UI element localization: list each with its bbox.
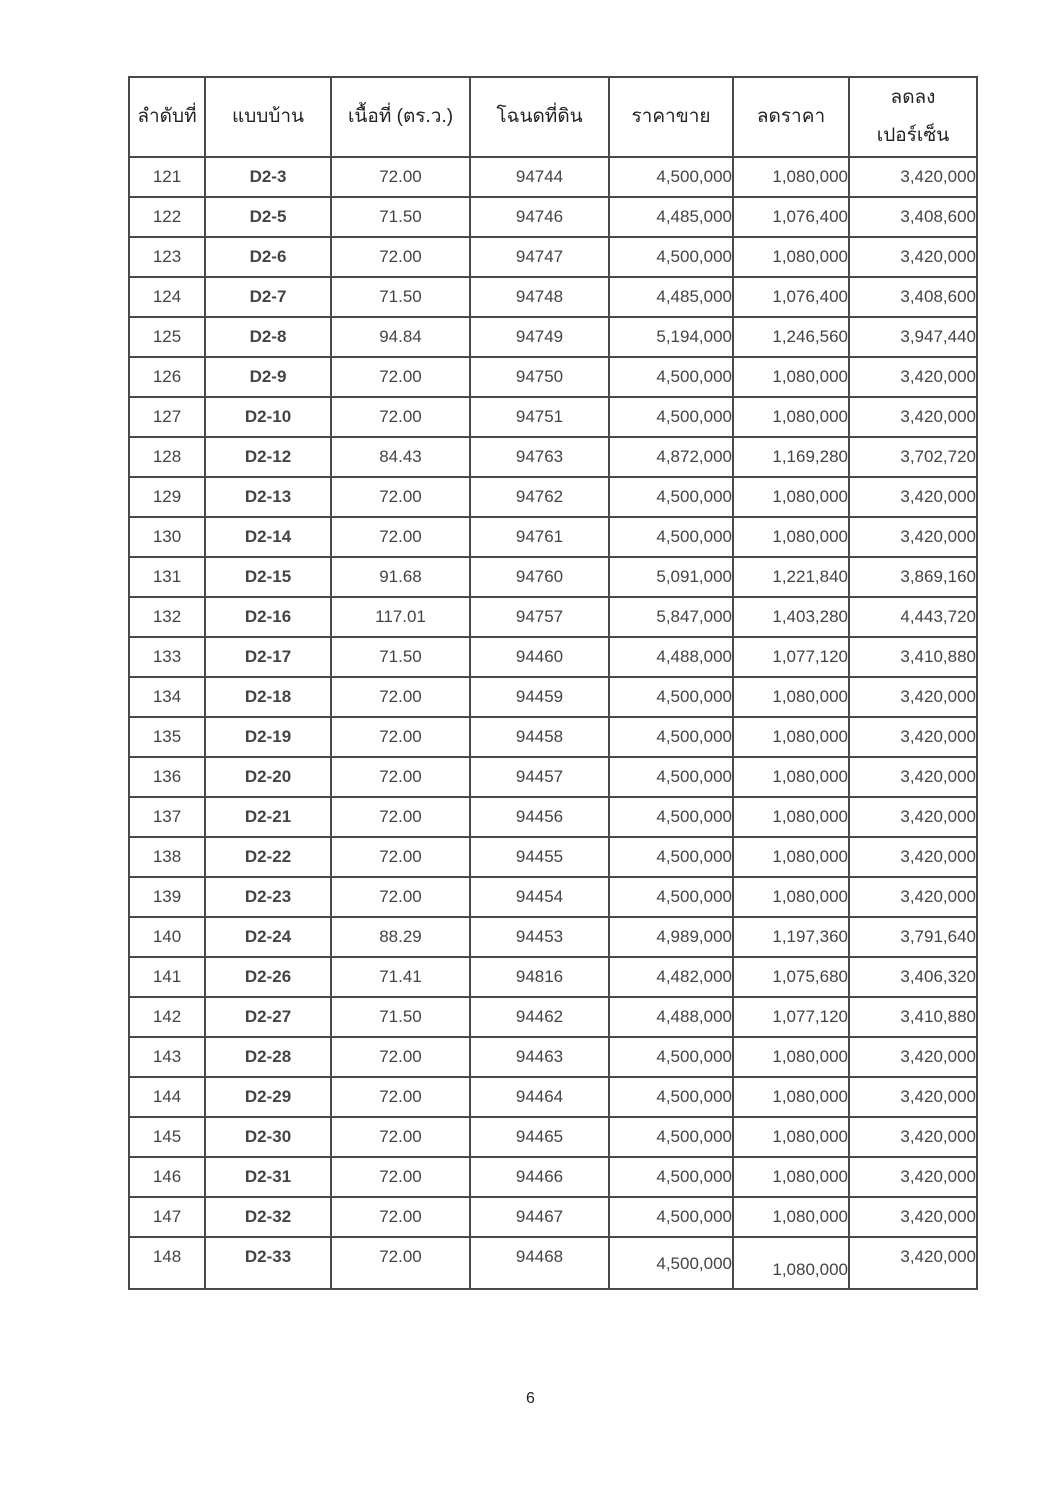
table-row xyxy=(129,237,977,277)
cell-house-model: D2-30 xyxy=(205,1117,331,1157)
cell-title-deed: 94463 xyxy=(470,1037,609,1077)
cell-reduced-price: 3,410,880 xyxy=(849,997,977,1037)
cell-discount: 1,080,000 xyxy=(733,477,849,517)
cell-discount: 1,080,000 xyxy=(733,1157,849,1197)
header-index: ลำดับที่ xyxy=(129,77,205,157)
cell-reduced-price: 3,791,640 xyxy=(849,917,977,957)
cell-discount: 1,169,280 xyxy=(733,437,849,477)
cell-index: 133 xyxy=(129,637,205,677)
cell-discount: 1,080,000 xyxy=(733,1237,849,1289)
cell-reduced-price: 3,420,000 xyxy=(849,1197,977,1237)
cell-sale-price: 4,500,000 xyxy=(609,517,733,557)
cell-reduced-price: 3,420,000 xyxy=(849,1157,977,1197)
cell-title-deed: 94455 xyxy=(470,837,609,877)
cell-index: 129 xyxy=(129,477,205,517)
cell-title-deed: 94757 xyxy=(470,597,609,637)
cell-sale-price: 4,500,000 xyxy=(609,357,733,397)
cell-area: 72.00 xyxy=(331,1237,470,1289)
header-house-model: แบบบ้าน xyxy=(205,77,331,157)
cell-sale-price: 4,500,000 xyxy=(609,757,733,797)
cell-area: 72.00 xyxy=(331,477,470,517)
cell-discount: 1,080,000 xyxy=(733,157,849,197)
cell-index: 144 xyxy=(129,1077,205,1117)
cell-discount: 1,080,000 xyxy=(733,797,849,837)
header-discount: ลดราคา xyxy=(733,77,849,157)
cell-house-model: D2-5 xyxy=(205,197,331,237)
cell-discount: 1,080,000 xyxy=(733,837,849,877)
cell-house-model: D2-17 xyxy=(205,637,331,677)
cell-sale-price: 4,500,000 xyxy=(609,1077,733,1117)
cell-sale-price: 4,872,000 xyxy=(609,437,733,477)
cell-sale-price: 4,500,000 xyxy=(609,677,733,717)
cell-index: 148 xyxy=(129,1237,205,1289)
header-area: เนื้อที่ (ตร.ว.) xyxy=(331,77,470,157)
cell-title-deed: 94750 xyxy=(470,357,609,397)
table-row xyxy=(129,477,977,517)
cell-discount: 1,080,000 xyxy=(733,877,849,917)
cell-area: 72.00 xyxy=(331,397,470,437)
cell-sale-price: 4,500,000 xyxy=(609,797,733,837)
table-row xyxy=(129,197,977,237)
header-reduced-line2: เปอร์เซ็น xyxy=(876,125,950,146)
cell-house-model: D2-13 xyxy=(205,477,331,517)
cell-house-model: D2-8 xyxy=(205,317,331,357)
cell-reduced-price: 3,947,440 xyxy=(849,317,977,357)
cell-title-deed: 94460 xyxy=(470,637,609,677)
cell-index: 137 xyxy=(129,797,205,837)
cell-house-model: D2-22 xyxy=(205,837,331,877)
cell-sale-price: 4,989,000 xyxy=(609,917,733,957)
cell-index: 124 xyxy=(129,277,205,317)
table-row xyxy=(129,917,977,957)
cell-discount: 1,076,400 xyxy=(733,277,849,317)
cell-reduced-price: 3,408,600 xyxy=(849,277,977,317)
cell-reduced-price: 3,420,000 xyxy=(849,237,977,277)
cell-reduced-price: 3,420,000 xyxy=(849,477,977,517)
cell-index: 143 xyxy=(129,1037,205,1077)
cell-title-deed: 94816 xyxy=(470,957,609,997)
cell-reduced-price: 3,420,000 xyxy=(849,517,977,557)
cell-area: 88.29 xyxy=(331,917,470,957)
header-reduced-line1: ลดลง xyxy=(890,87,936,108)
cell-area: 72.00 xyxy=(331,237,470,277)
cell-reduced-price: 3,420,000 xyxy=(849,717,977,757)
cell-discount: 1,246,560 xyxy=(733,317,849,357)
cell-title-deed: 94464 xyxy=(470,1077,609,1117)
cell-sale-price: 4,488,000 xyxy=(609,637,733,677)
cell-index: 135 xyxy=(129,717,205,757)
cell-reduced-price: 3,420,000 xyxy=(849,877,977,917)
cell-sale-price: 4,500,000 xyxy=(609,717,733,757)
cell-house-model: D2-29 xyxy=(205,1077,331,1117)
cell-title-deed: 94761 xyxy=(470,517,609,557)
cell-discount: 1,080,000 xyxy=(733,1117,849,1157)
cell-discount: 1,080,000 xyxy=(733,357,849,397)
cell-sale-price: 4,500,000 xyxy=(609,837,733,877)
cell-index: 138 xyxy=(129,837,205,877)
cell-house-model: D2-7 xyxy=(205,277,331,317)
cell-area: 72.00 xyxy=(331,717,470,757)
header-reduced-percent xyxy=(849,77,977,157)
cell-area: 72.00 xyxy=(331,1037,470,1077)
cell-index: 142 xyxy=(129,997,205,1037)
table-row xyxy=(129,637,977,677)
cell-house-model: D2-14 xyxy=(205,517,331,557)
cell-index: 147 xyxy=(129,1197,205,1237)
cell-index: 139 xyxy=(129,877,205,917)
cell-reduced-price: 3,410,880 xyxy=(849,637,977,677)
cell-title-deed: 94465 xyxy=(470,1117,609,1157)
table-row xyxy=(129,1197,977,1237)
cell-sale-price: 4,482,000 xyxy=(609,957,733,997)
cell-reduced-price: 3,420,000 xyxy=(849,677,977,717)
cell-title-deed: 94453 xyxy=(470,917,609,957)
cell-title-deed: 94749 xyxy=(470,317,609,357)
table-row xyxy=(129,277,977,317)
cell-title-deed: 94457 xyxy=(470,757,609,797)
cell-index: 140 xyxy=(129,917,205,957)
cell-discount: 1,080,000 xyxy=(733,1037,849,1077)
table-row xyxy=(129,437,977,477)
cell-reduced-price: 3,420,000 xyxy=(849,397,977,437)
table-row xyxy=(129,797,977,837)
cell-area: 72.00 xyxy=(331,757,470,797)
table-row xyxy=(129,397,977,437)
cell-discount: 1,080,000 xyxy=(733,517,849,557)
cell-reduced-price: 3,702,720 xyxy=(849,437,977,477)
cell-sale-price: 4,500,000 xyxy=(609,1037,733,1077)
cell-index: 121 xyxy=(129,157,205,197)
cell-discount: 1,075,680 xyxy=(733,957,849,997)
cell-area: 91.68 xyxy=(331,557,470,597)
cell-reduced-price: 3,420,000 xyxy=(849,357,977,397)
cell-title-deed: 94462 xyxy=(470,997,609,1037)
cell-house-model: D2-26 xyxy=(205,957,331,997)
cell-title-deed: 94456 xyxy=(470,797,609,837)
cell-area: 84.43 xyxy=(331,437,470,477)
table-row xyxy=(129,757,977,797)
cell-house-model: D2-15 xyxy=(205,557,331,597)
cell-title-deed: 94747 xyxy=(470,237,609,277)
cell-discount: 1,403,280 xyxy=(733,597,849,637)
cell-house-model: D2-12 xyxy=(205,437,331,477)
cell-index: 125 xyxy=(129,317,205,357)
cell-reduced-price: 3,869,160 xyxy=(849,557,977,597)
cell-house-model: D2-33 xyxy=(205,1237,331,1289)
cell-discount: 1,077,120 xyxy=(733,997,849,1037)
cell-sale-price: 4,500,000 xyxy=(609,1237,733,1289)
cell-house-model: D2-18 xyxy=(205,677,331,717)
cell-index: 127 xyxy=(129,397,205,437)
cell-title-deed: 94468 xyxy=(470,1237,609,1289)
cell-sale-price: 4,500,000 xyxy=(609,157,733,197)
cell-reduced-price: 3,420,000 xyxy=(849,1077,977,1117)
cell-discount: 1,076,400 xyxy=(733,197,849,237)
table-row xyxy=(129,517,977,557)
cell-house-model: D2-3 xyxy=(205,157,331,197)
cell-sale-price: 4,500,000 xyxy=(609,1117,733,1157)
cell-reduced-price: 3,420,000 xyxy=(849,1117,977,1157)
table-row xyxy=(129,357,977,397)
cell-index: 132 xyxy=(129,597,205,637)
table-row xyxy=(129,957,977,997)
table-row xyxy=(129,1237,977,1289)
cell-discount: 1,077,120 xyxy=(733,637,849,677)
cell-sale-price: 4,485,000 xyxy=(609,277,733,317)
cell-title-deed: 94454 xyxy=(470,877,609,917)
cell-title-deed: 94467 xyxy=(470,1197,609,1237)
page-number: 6 xyxy=(526,1390,535,1407)
cell-title-deed: 94762 xyxy=(470,477,609,517)
cell-area: 72.00 xyxy=(331,837,470,877)
cell-discount: 1,080,000 xyxy=(733,237,849,277)
cell-area: 72.00 xyxy=(331,1077,470,1117)
cell-title-deed: 94459 xyxy=(470,677,609,717)
cell-sale-price: 4,500,000 xyxy=(609,397,733,437)
cell-sale-price: 4,488,000 xyxy=(609,997,733,1037)
cell-house-model: D2-32 xyxy=(205,1197,331,1237)
cell-index: 122 xyxy=(129,197,205,237)
cell-sale-price: 4,500,000 xyxy=(609,877,733,917)
cell-house-model: D2-20 xyxy=(205,757,331,797)
cell-area: 71.50 xyxy=(331,277,470,317)
table-row xyxy=(129,997,977,1037)
cell-discount: 1,080,000 xyxy=(733,397,849,437)
cell-area: 71.50 xyxy=(331,997,470,1037)
cell-house-model: D2-27 xyxy=(205,997,331,1037)
cell-reduced-price: 3,420,000 xyxy=(849,837,977,877)
cell-sale-price: 4,500,000 xyxy=(609,237,733,277)
cell-sale-price: 5,194,000 xyxy=(609,317,733,357)
cell-sale-price: 4,485,000 xyxy=(609,197,733,237)
cell-discount: 1,221,840 xyxy=(733,557,849,597)
cell-area: 72.00 xyxy=(331,357,470,397)
cell-index: 141 xyxy=(129,957,205,997)
cell-house-model: D2-31 xyxy=(205,1157,331,1197)
cell-house-model: D2-24 xyxy=(205,917,331,957)
cell-house-model: D2-23 xyxy=(205,877,331,917)
cell-sale-price: 4,500,000 xyxy=(609,1157,733,1197)
cell-sale-price: 4,500,000 xyxy=(609,1197,733,1237)
cell-discount: 1,080,000 xyxy=(733,757,849,797)
cell-house-model: D2-9 xyxy=(205,357,331,397)
cell-reduced-price: 4,443,720 xyxy=(849,597,977,637)
cell-index: 123 xyxy=(129,237,205,277)
cell-area: 117.01 xyxy=(331,597,470,637)
cell-title-deed: 94760 xyxy=(470,557,609,597)
cell-index: 130 xyxy=(129,517,205,557)
cell-title-deed: 94744 xyxy=(470,157,609,197)
cell-area: 72.00 xyxy=(331,677,470,717)
cell-title-deed: 94751 xyxy=(470,397,609,437)
cell-index: 136 xyxy=(129,757,205,797)
cell-house-model: D2-6 xyxy=(205,237,331,277)
cell-reduced-price: 3,408,600 xyxy=(849,197,977,237)
cell-house-model: D2-28 xyxy=(205,1037,331,1077)
cell-discount: 1,080,000 xyxy=(733,717,849,757)
table-row xyxy=(129,717,977,757)
cell-reduced-price: 3,420,000 xyxy=(849,1037,977,1077)
cell-index: 128 xyxy=(129,437,205,477)
cell-area: 71.41 xyxy=(331,957,470,997)
price-table xyxy=(128,76,978,1290)
cell-discount: 1,080,000 xyxy=(733,677,849,717)
cell-title-deed: 94763 xyxy=(470,437,609,477)
cell-title-deed: 94466 xyxy=(470,1157,609,1197)
cell-index: 146 xyxy=(129,1157,205,1197)
cell-area: 72.00 xyxy=(331,517,470,557)
cell-area: 72.00 xyxy=(331,797,470,837)
header-sale-price: ราคาขาย xyxy=(609,77,733,157)
cell-title-deed: 94458 xyxy=(470,717,609,757)
cell-area: 72.00 xyxy=(331,1197,470,1237)
cell-area: 72.00 xyxy=(331,157,470,197)
cell-index: 126 xyxy=(129,357,205,397)
cell-area: 71.50 xyxy=(331,637,470,677)
cell-index: 134 xyxy=(129,677,205,717)
cell-sale-price: 4,500,000 xyxy=(609,477,733,517)
table-row xyxy=(129,877,977,917)
table-row xyxy=(129,317,977,357)
cell-area: 72.00 xyxy=(331,877,470,917)
table-row xyxy=(129,1157,977,1197)
table-row xyxy=(129,557,977,597)
cell-reduced-price: 3,406,320 xyxy=(849,957,977,997)
cell-sale-price: 5,091,000 xyxy=(609,557,733,597)
cell-reduced-price: 3,420,000 xyxy=(849,157,977,197)
cell-house-model: D2-16 xyxy=(205,597,331,637)
table-row xyxy=(129,597,977,637)
cell-reduced-price: 3,420,000 xyxy=(849,1237,977,1289)
table-row xyxy=(129,837,977,877)
cell-reduced-price: 3,420,000 xyxy=(849,797,977,837)
cell-area: 72.00 xyxy=(331,1157,470,1197)
cell-area: 71.50 xyxy=(331,197,470,237)
cell-discount: 1,080,000 xyxy=(733,1077,849,1117)
cell-area: 94.84 xyxy=(331,317,470,357)
cell-sale-price: 5,847,000 xyxy=(609,597,733,637)
table-row xyxy=(129,1077,977,1117)
table-body xyxy=(129,157,977,1289)
table-row xyxy=(129,1117,977,1157)
header-title-deed: โฉนดที่ดิน xyxy=(470,77,609,157)
cell-area: 72.00 xyxy=(331,1117,470,1157)
cell-reduced-price: 3,420,000 xyxy=(849,757,977,797)
table-row xyxy=(129,157,977,197)
cell-house-model: D2-10 xyxy=(205,397,331,437)
cell-house-model: D2-19 xyxy=(205,717,331,757)
cell-title-deed: 94746 xyxy=(470,197,609,237)
cell-index: 145 xyxy=(129,1117,205,1157)
cell-index: 131 xyxy=(129,557,205,597)
cell-house-model: D2-21 xyxy=(205,797,331,837)
table-row xyxy=(129,1037,977,1077)
cell-discount: 1,197,360 xyxy=(733,917,849,957)
table-row xyxy=(129,677,977,717)
table-header-row xyxy=(129,77,977,157)
cell-title-deed: 94748 xyxy=(470,277,609,317)
cell-discount: 1,080,000 xyxy=(733,1197,849,1237)
